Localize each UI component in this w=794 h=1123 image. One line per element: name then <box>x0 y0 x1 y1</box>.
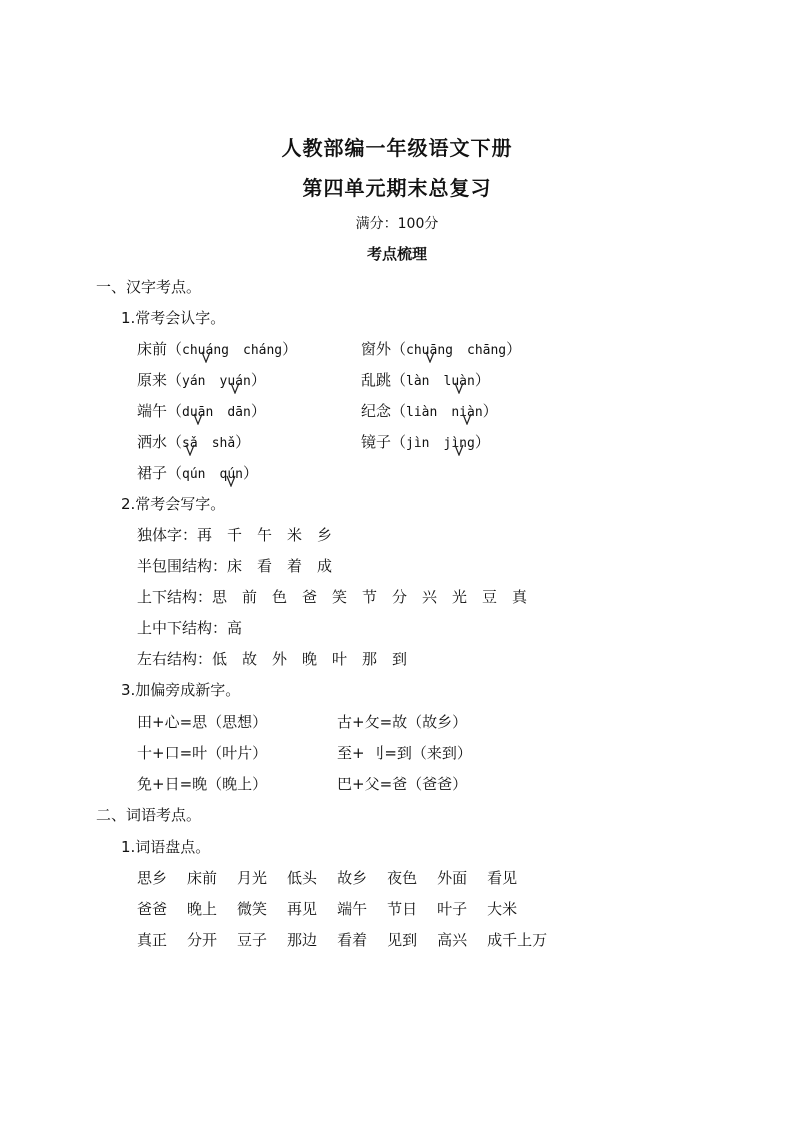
subsection-2-1: 1.词语盘点。 <box>121 838 211 856</box>
subsection-1-1: 1.常考会认字。 <box>121 309 226 327</box>
write-line: 上下结构：思 前 色 爸 笑 节 分 兴 光 豆 真 <box>137 588 528 606</box>
pinyin-item: 洒水（sǎ shǎ） <box>137 432 250 454</box>
write-line: 半包围结构：床 看 着 成 <box>137 557 333 575</box>
pinyin-item: 原来（yán yuán ） <box>137 370 266 392</box>
section-heading: 考点梳理 <box>366 245 427 263</box>
subsection-1-3: 3.加偏旁成新字。 <box>121 681 241 699</box>
word-row: 思乡 床前 月光 低头 故乡 夜色 外面 看见 <box>137 869 518 887</box>
radical-item: 至+ 刂=到（来到） <box>337 744 472 762</box>
document-title: 人教部编一年级语文下册 <box>281 136 513 160</box>
document-subtitle: 第四单元期末总复习 <box>302 176 492 200</box>
full-score: 满分：100分 <box>355 216 439 232</box>
pinyin-item: 乱跳（làn luàn ） <box>361 370 490 392</box>
write-line: 独体字：再 千 午 米 乡 <box>137 526 333 544</box>
pinyin-item: 床前（chuáng cháng） <box>137 339 297 361</box>
pinyin-item: 裙子（qún qún ） <box>137 463 258 485</box>
pinyin-item: 镜子（jìn jìng ） <box>361 432 490 454</box>
subsection-1-2: 2.常考会写字。 <box>121 495 226 513</box>
pinyin-item: 窗外（chuāng chāng） <box>361 339 521 361</box>
word-row: 真正 分开 豆子 那边 看着 见到 高兴 成千上万 <box>137 931 548 949</box>
word-row: 爸爸 晚上 微笑 再见 端午 节日 叶子 大米 <box>137 900 518 918</box>
pinyin-item: 端午（duān dān） <box>137 401 266 423</box>
radical-item: 巴+父=爸（爸爸） <box>337 775 468 793</box>
radical-item: 田+心=思（思想） <box>137 713 268 731</box>
radical-item: 免+日=晚（晚上） <box>137 775 268 793</box>
write-line: 左右结构：低 故 外 晚 叶 那 到 <box>137 650 408 668</box>
radical-item: 古+攵=故（故乡） <box>337 713 468 731</box>
section-2-heading: 二、词语考点。 <box>96 806 202 824</box>
pinyin-item: 纪念（liàn niàn ） <box>361 401 498 423</box>
radical-item: 十+口=叶（叶片） <box>137 744 268 762</box>
write-line: 上中下结构：高 <box>137 619 243 637</box>
section-1-heading: 一、汉字考点。 <box>96 278 202 296</box>
